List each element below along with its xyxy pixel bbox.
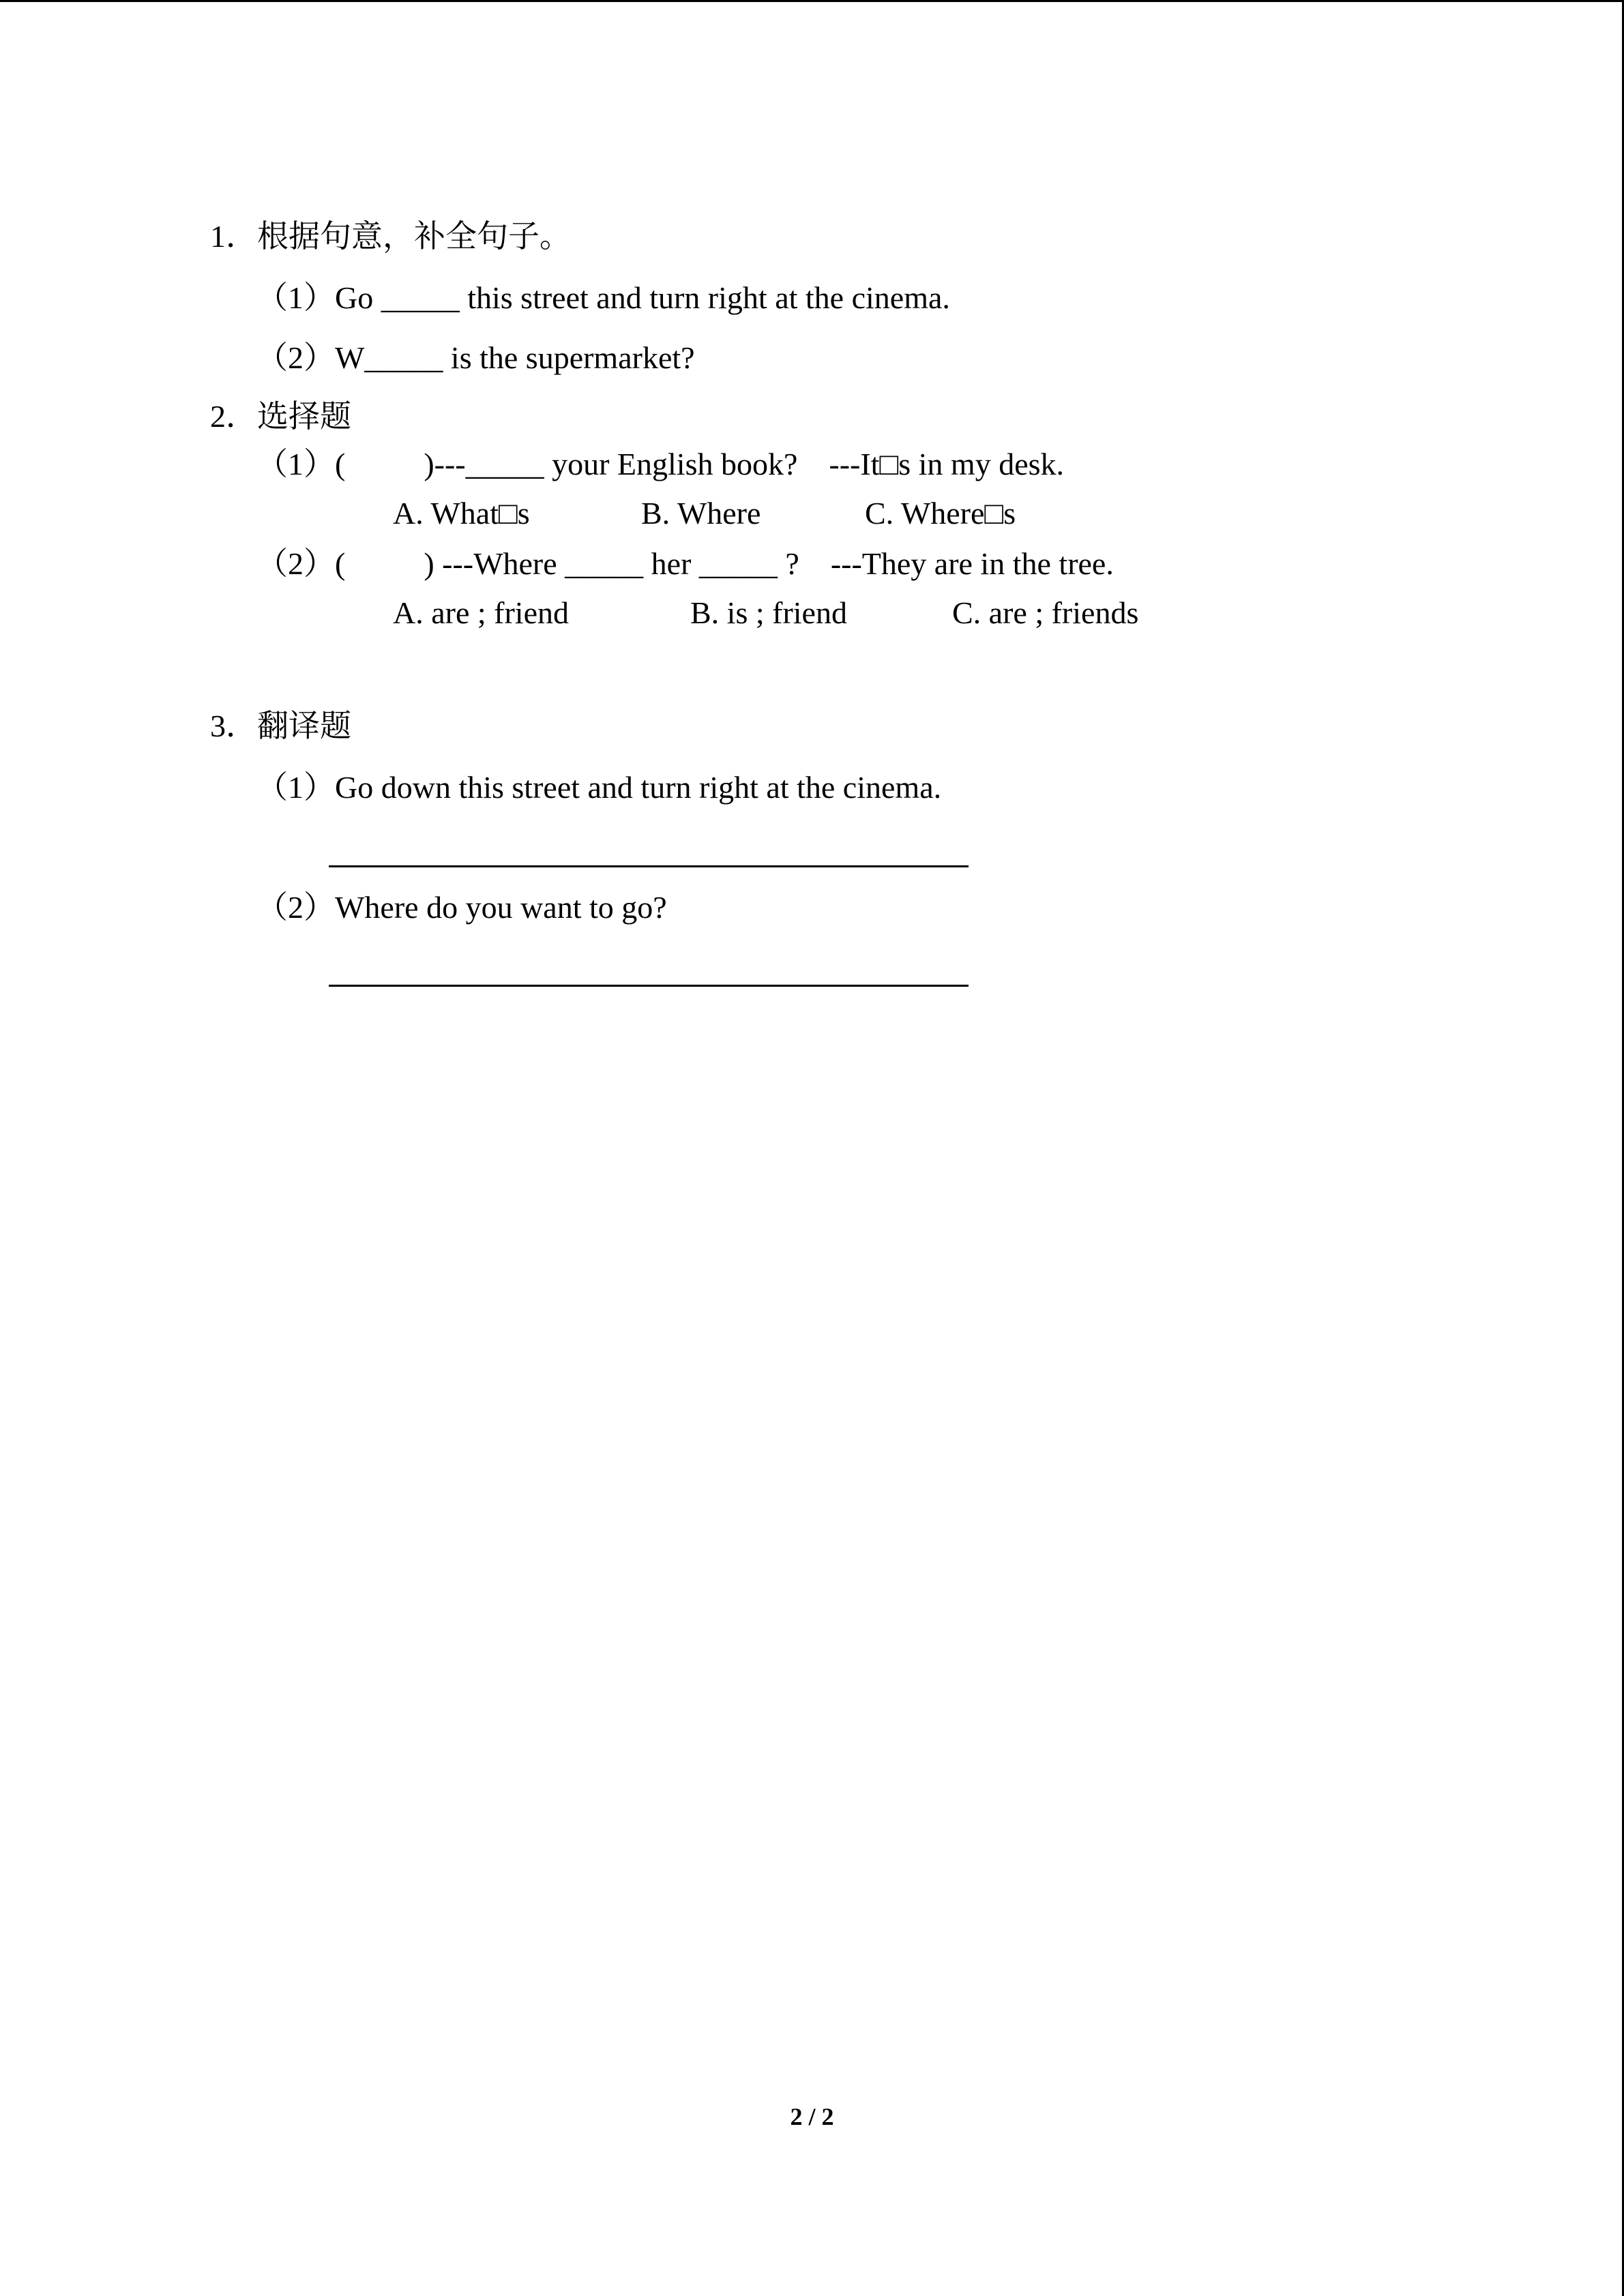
section-2-q1-option-b: B. Where	[641, 496, 761, 531]
section-2-q2-option-b: B. is ; friend	[690, 595, 847, 630]
section-1-item-1: （1）Go _____ this street and turn right at the cinema.	[256, 280, 950, 315]
section-2-title: 2．选择题	[210, 399, 351, 434]
section-2-q1-option-a: A. What□s	[393, 496, 530, 531]
section-3-title: 3．翻译题	[210, 709, 351, 743]
section-3-item-1: （1）Go down this street and turn right at the cinema.	[256, 770, 942, 805]
section-2-q2-option-a: A. are ; friend	[393, 595, 569, 630]
answer-line-1	[329, 865, 969, 867]
section-2-question-1: （1）( )---_____ your English book? ---It□s in my desk.	[256, 447, 1065, 481]
section-3-item-2: （2）Where do you want to go?	[256, 890, 667, 925]
section-2-question-2: （2）( ) ---Where _____ her _____ ? ---They are in the tree.	[256, 546, 1114, 581]
section-2-q2-option-c: C. are ; friends	[952, 595, 1139, 630]
section-1-title: 1．根据句意，补全句子。	[210, 219, 571, 254]
page-number: 2 / 2	[790, 2103, 834, 2130]
answer-line-2	[329, 985, 969, 987]
section-2-q1-option-c: C. Where□s	[865, 496, 1016, 531]
section-1-item-2: （2）W_____ is the supermarket?	[256, 340, 695, 375]
